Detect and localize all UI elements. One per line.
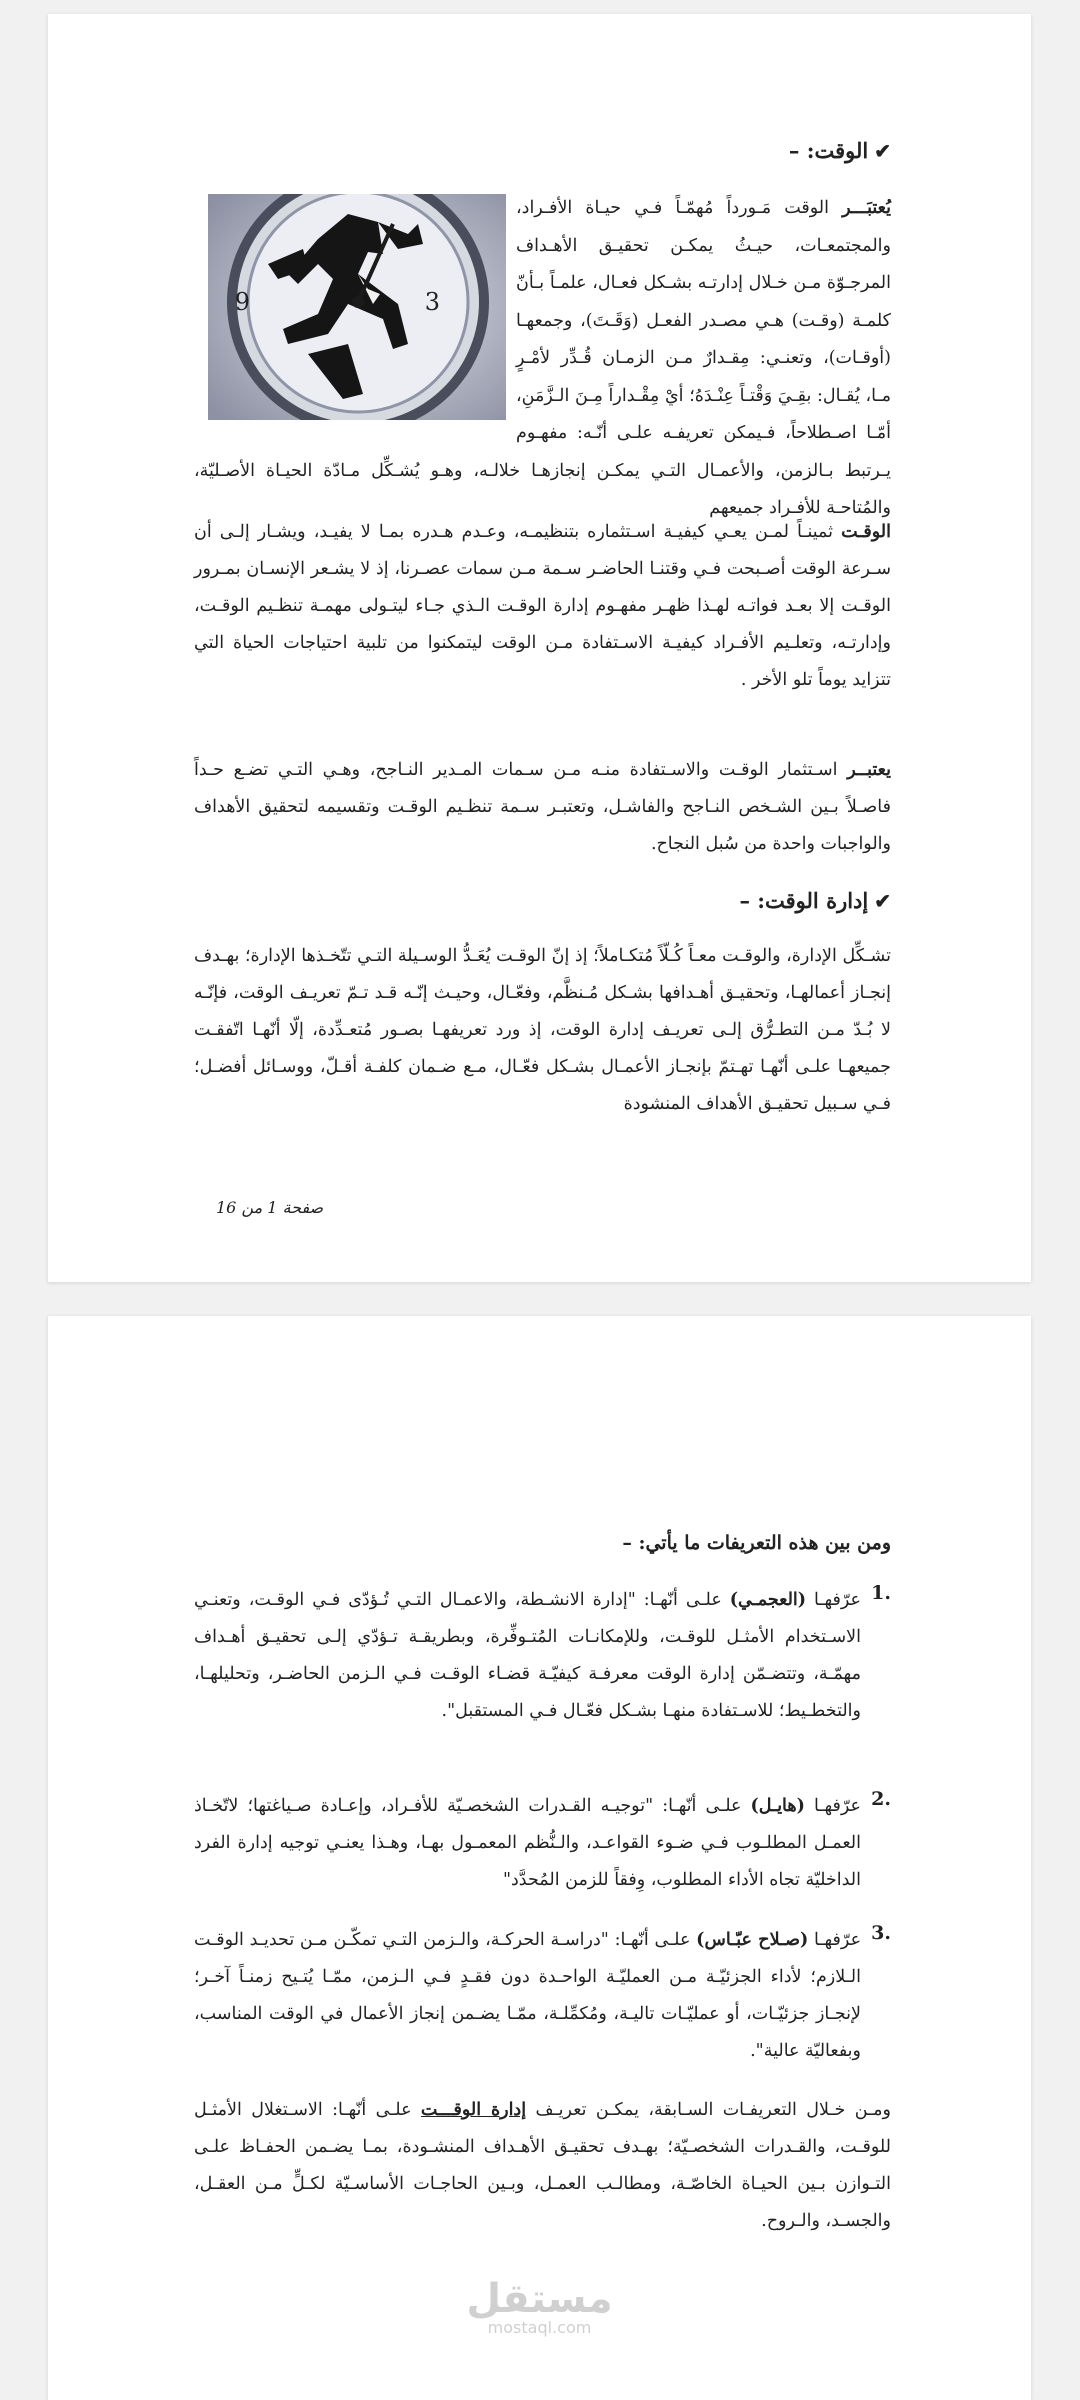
- item-number-2: .2: [871, 1788, 891, 1810]
- clock-number-9: 9: [234, 288, 250, 316]
- definition-text-2: عرّفهـا (هايـل) علـى أنّهـا: "توجيـه القـدرات الشخصـيّة للأفـراد، وإعـادة صـياغتها؛ لاتّخـاذ العمـل المطلـوب فـي ضـوء القواعـد، والـنُّظم المعمـول بهـا، وهـذا يعنـي توجيه إدارة الفرد الداخليّة تجاه الأداء المطلوب، وِفقاً للزمن المُحدَّد": [194, 1796, 861, 1890]
- definition-item-2: [194, 1788, 891, 1899]
- paragraph-management-definition: [194, 938, 891, 1123]
- running-man-clock-icon: [208, 194, 506, 420]
- paragraph-time-investment: [194, 752, 891, 863]
- clock-illustration: [194, 194, 506, 418]
- para4-text: تشـكِّل الإدارة، والوقـت معـاً كُـلّاً مُتكـاملاً؛ إذ إنّ الوقـت يُعَـدُّ الوسـيلة التـي تتّخـذها الإدارة؛ بهـدف إنجـاز أعمالهـا، وتحقيـق أهـدافها بشـكل مُـنظَّم، وفعّـال، وحيـث إنّـه قـد تـمّ تعريـف الوقت، فإنّـه لا بُـدّ مـن التطـرُّق إلـى تعريـف إدارة الوقت، إذ ورد تعريفهـا بصـور مُتعـدِّدة، إلّا أنّهـا اتّفقـت جميعهـا علـى أنّهـا تهـتمّ بإنجـاز الأعمـال بشـكل فعّـال، مـع ضـمان كلفـة أقـلّ، ووسـائل أفضـل؛ فـي سـبيل تحقيـق الأهداف المنشودة: [194, 946, 891, 1114]
- para2-text: ثمينـاً لمـن يعـي كيفيـة اسـتثماره بتنظيمـه، وعـدم هـدره بمـا لا يفيـد، ويشـار إلـى أن سـرعة الوقت أصـبحت فـي وقتنـا الحاضـر سـمة مـن سمات عصـرنا، إذ لا يشـعر الإنسـان بمـرور الوقـت إلا بعـد فواتـه لهـذا ظهـر مفهـوم إدارة الوقـت الـذي جـاء ليتـولى مهمـة تنظـيم الوقـت، وإدارتـه، وتعلـيم الأفـراد كيفيـة الاسـتفادة مـن الوقت ليتمكنوا من تلبية احتياجات الحياة التي تتزايد يوماً تلو الأخر .: [194, 522, 891, 690]
- intro-lead-word: يُعتبَـــر: [842, 198, 891, 218]
- heading-time-text: الوقت: –: [788, 138, 869, 163]
- intro-text: الوقت مَـورداً مُهمّـاً فـي حيـاة الأفـراد، والمجتمعـات، حيـثُ يمكـن تحقيـق الأهـداف المرجـوّة مـن خـلال إدارتـه بشـكل فعـال، علمـاً بـأنّ كلمـة (وقـت) هـي مصـدر الفعـل (وَقَـتَ)، وجمعهـا (أوقـات)، وتعنـي: مِقـدارٌ مـن الزمـان قُـدِّر لأمْـرٍ مـا، يُقـال: بقِـيَ وَقْتـاً عِنْـدَهُ؛ أيْ مِقْـداراً مِـنَ الـزَّمَنِ، أمّـا اصـطلاحاً، فـيمكن تعريفـه علـى أنّـه: مفهـوم يـرتبط بـالزمن، والأعمـال التـي يمكـن إنجازهـا خلالـه، وهـو يُشـكِّل مـادّة الحيـاة الأصـليّة، والمُتاحـة للأفـراد جميعهم: [194, 198, 891, 518]
- item-number-3: .3: [871, 1922, 891, 1944]
- para3-lead-word: يعتبــر: [847, 760, 891, 780]
- author-name-3: (صـلاح عبّـاس): [696, 1930, 809, 1950]
- author-name-1: (العجمـي): [729, 1590, 807, 1610]
- heading-definitions: ومن بين هذه التعريفات ما يأتي: –: [622, 1532, 891, 1554]
- para3-text: اسـتثمار الوقـت والاسـتفادة منـه مـن سـمات المـدير النـاجح، وهـي التـي تضـع حـداً فاصـلاً بـين الشـخص النـاجح والفاشـل، وتعتبـر سـمة تنظـيم الوقـت وتقسيمه لتحقيق الأهداف والواجبات واحدة من سُبل النجاح.: [194, 760, 891, 854]
- watermark-url: mostaql.com: [487, 2318, 592, 2337]
- heading-time-management: [739, 888, 891, 913]
- check-mark-icon-2: ✔: [874, 889, 891, 913]
- clock-number-3: 3: [424, 288, 440, 316]
- item-number-1: .1: [871, 1582, 891, 1604]
- document-page-2: [48, 1316, 1031, 2400]
- author-name-2: (هايـل): [750, 1796, 805, 1816]
- paragraph-time-value: [194, 514, 891, 699]
- paragraph-summary-definition: ومـن خـلال التعريفـات السـابقة، يمكـن تعريـف إدارة الوقـــت علـى أنّهـا: الاسـتغلال الأمثـل للوقـت، والقـدرات الشخصـيّة؛ بهـدف تحقيـق الأهـداف المنشـودة، بمـا يضـمن الحفـاظ علـى التـوازن بـين الحيـاة الخاصّـة، ومطالـب العمـل، وبـين الحاجـات الأساسـيّة لكـلٍّ مـن العقـل، والجسـد، والـروح.: [194, 2100, 891, 2231]
- heading-mgmt-text: إدارة الوقت: –: [739, 888, 869, 913]
- watermark-logo-text: مستقل: [466, 2276, 613, 2322]
- definition-text-1: عرّفهـا (العجمـي) علـى أنّهـا: "إدارة الانشـطة، والاعمـال التـي تُـؤدّى فـي الوقـت، وتعنـي الاسـتخدام الأمثـل للوقـت، وللإمكانـات المُتـوفِّرة، وبطريقـة تـؤدّي إلـى تحقيـق أهـداف مهمّـة، وتتضـمّن إدارة الوقت معرفـة كيفيّـة قضـاء الوقـت فـي الـزمن الحاضـر، وتحليلهـا، والتخطـيط؛ للاسـتفادة منهـا بشـكل فعّـال فـي المستقبل".: [194, 1590, 861, 1721]
- page-number-footer: صفحة 1 من 16: [216, 1198, 324, 1217]
- document-page-1: [48, 14, 1031, 1282]
- definition-text-3: عرّفهـا (صـلاح عبّـاس) علـى أنّهـا: "دراسـة الحركـة، والـزمن التـي تمكّـن مـن تحديـد الوقـت الـلازم؛ لأداء الجزئيّـة مـن العمليّـة الواحـدة دون فقـدٍ فـي الـزمن، ممّـا يُتـيح زمنـاً آخـر؛ لإنجـاز جزئيّـات، أو عمليّـات تاليـة، ومُكمِّلـة، ممّـا يضـمن إنجاز الأعمال في الوقت المناسب، وبفعاليّة عالية".: [194, 1930, 862, 2061]
- heading-time: [789, 138, 891, 163]
- summary-term: إدارة الوقـــت: [420, 2100, 527, 2120]
- definition-item-1: [194, 1582, 891, 1730]
- mostaql-watermark: [466, 2276, 612, 2337]
- paragraph-time-intro: [194, 190, 891, 528]
- check-mark-icon: ✔: [874, 139, 891, 163]
- para2-lead-word: الوقـت: [841, 522, 891, 542]
- definition-item-3: [194, 1922, 891, 2070]
